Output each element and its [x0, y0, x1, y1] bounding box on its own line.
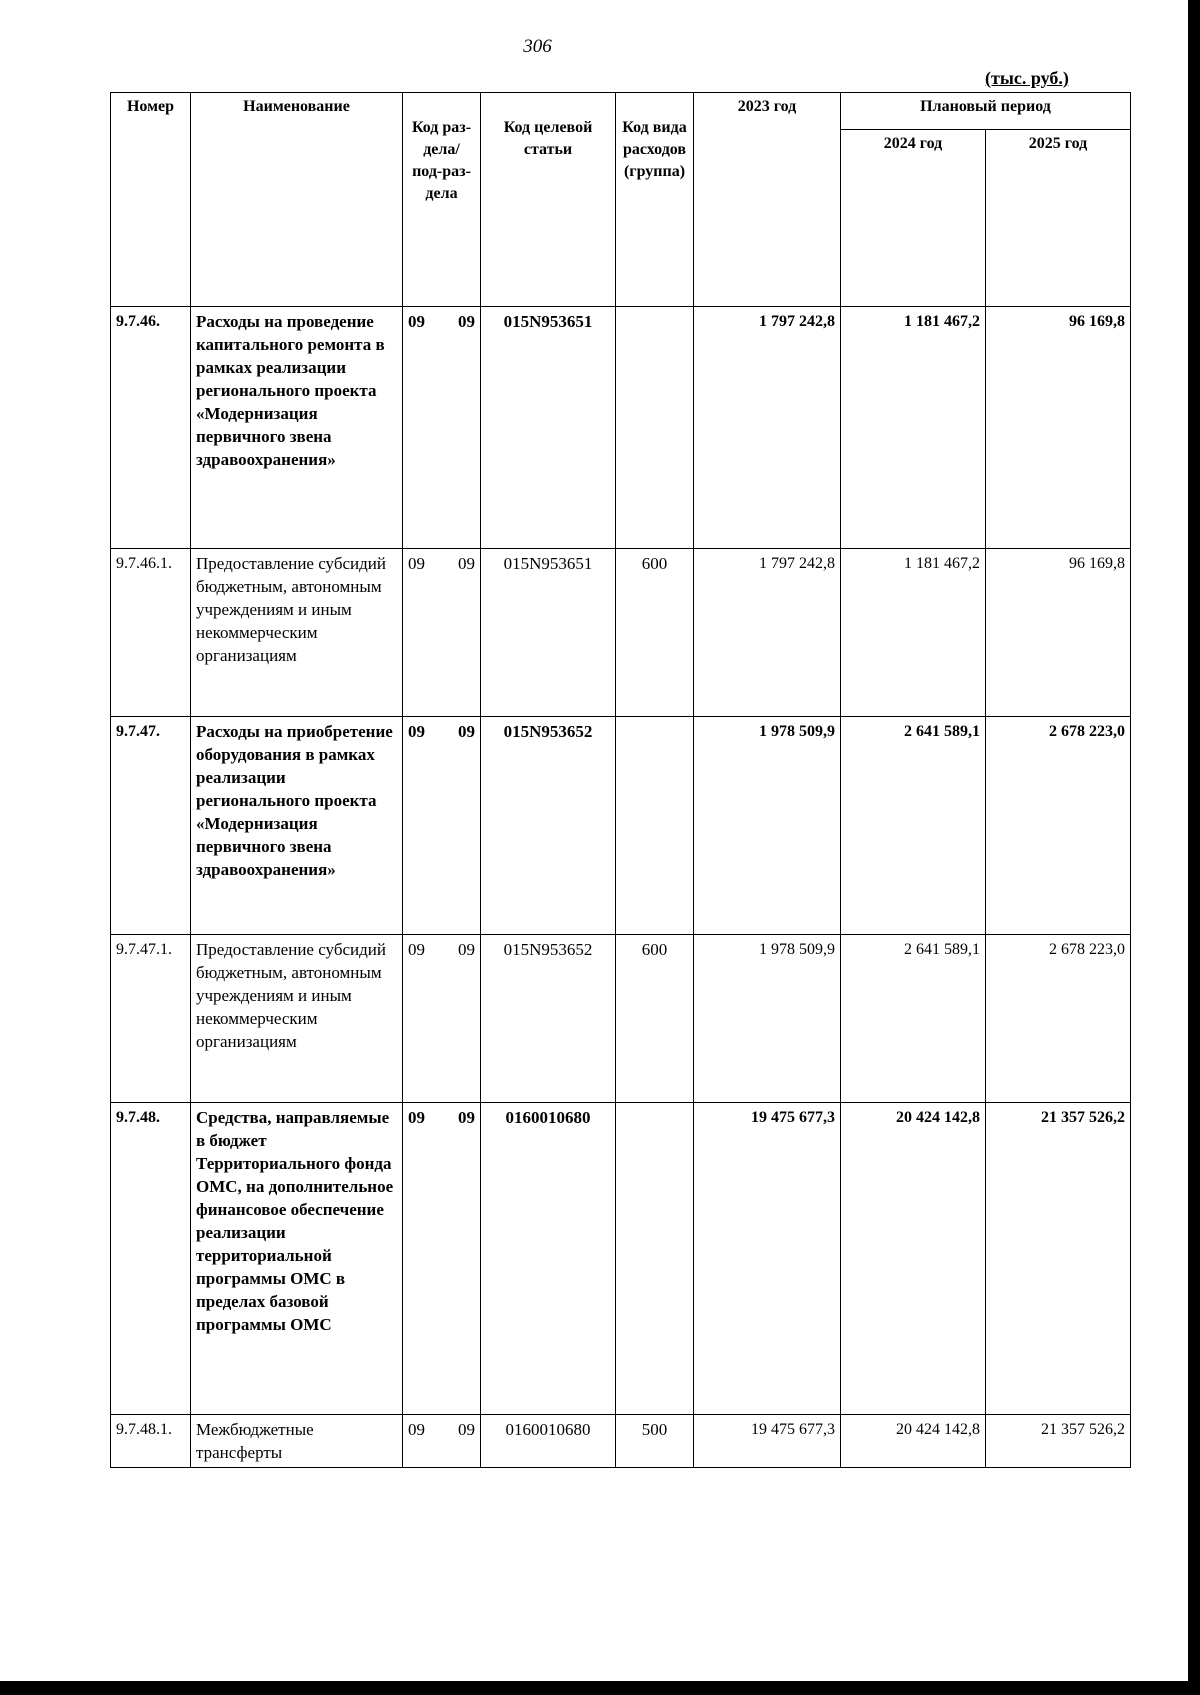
- row-expense-type: 500: [616, 1415, 694, 1468]
- table-row: [111, 1415, 1131, 1468]
- row-section-code: 09 09: [403, 307, 481, 549]
- row-section-code: 09 09: [403, 717, 481, 935]
- row-number: 9.7.47.: [111, 717, 191, 935]
- row-number: 9.7.46.: [111, 307, 191, 549]
- header-name: Наименование: [191, 93, 403, 307]
- row-name: Межбюджетные трансферты: [191, 1415, 403, 1468]
- row-amount-2023: 19 475 677,3: [694, 1415, 841, 1468]
- scan-edge-right: [1188, 0, 1200, 1695]
- header-section-code: Код раз-дела/ под-раз-дела: [403, 93, 481, 307]
- header-number: Номер: [111, 93, 191, 307]
- row-amount-2023: 1 797 242,8: [694, 307, 841, 549]
- row-expense-type: [616, 717, 694, 935]
- row-expense-type: 600: [616, 935, 694, 1103]
- row-expense-type: [616, 307, 694, 549]
- table-row: [111, 717, 1131, 935]
- header-planned-period: Плановый период: [841, 93, 1131, 130]
- row-amount-2025: 96 169,8: [986, 549, 1131, 717]
- row-amount-2024: 2 641 589,1: [841, 717, 986, 935]
- units-label: (тыс. руб.): [985, 68, 1069, 88]
- row-amount-2024: 2 641 589,1: [841, 935, 986, 1103]
- table-row: [111, 1103, 1131, 1415]
- row-section-code: 09 09: [403, 935, 481, 1103]
- header-2023: 2023 год: [694, 93, 841, 307]
- table-row: [111, 935, 1131, 1103]
- header-2025: 2025 год: [986, 130, 1131, 307]
- row-target-code: 015N953651: [481, 307, 616, 549]
- row-amount-2024: 1 181 467,2: [841, 549, 986, 717]
- table-row: [111, 307, 1131, 549]
- row-expense-type: [616, 1103, 694, 1415]
- row-number: 9.7.48.: [111, 1103, 191, 1415]
- row-name: Средства, направляемые в бюджет Территориального фонда ОМС, на дополнительное финансовое обеспечение реализации территориальной программы ОМС в пределах базовой программы ОМС: [191, 1103, 403, 1415]
- row-amount-2025: 2 678 223,0: [986, 717, 1131, 935]
- row-target-code: 015N953651: [481, 549, 616, 717]
- header-2024: 2024 год: [841, 130, 986, 307]
- header-target-code: Код целевой статьи: [481, 93, 616, 307]
- row-section-code: 09 09: [403, 1103, 481, 1415]
- row-section-code: 09 09: [403, 1415, 481, 1468]
- row-amount-2025: 21 357 526,2: [986, 1103, 1131, 1415]
- row-name: Расходы на проведение капитального ремонта в рамках реализации регионального проекта «Модернизация первичного звена здравоохранения»: [191, 307, 403, 549]
- row-amount-2024: 1 181 467,2: [841, 307, 986, 549]
- row-amount-2025: 21 357 526,2: [986, 1415, 1131, 1468]
- row-target-code: 015N953652: [481, 717, 616, 935]
- row-number: 9.7.48.1.: [111, 1415, 191, 1468]
- row-name: Предоставление субсидий бюджетным, автономным учреждениям и иным некоммерческим организациям: [191, 549, 403, 717]
- row-expense-type: 600: [616, 549, 694, 717]
- row-target-code: 0160010680: [481, 1103, 616, 1415]
- row-amount-2025: 96 169,8: [986, 307, 1131, 549]
- row-number: 9.7.46.1.: [111, 549, 191, 717]
- row-amount-2023: 1 978 509,9: [694, 935, 841, 1103]
- table-row: [111, 549, 1131, 717]
- row-section-code: 09 09: [403, 549, 481, 717]
- row-number: 9.7.47.1.: [111, 935, 191, 1103]
- scan-edge-bottom: [0, 1681, 1200, 1695]
- row-name: Предоставление субсидий бюджетным, автономным учреждениям и иным некоммерческим организациям: [191, 935, 403, 1103]
- row-target-code: 0160010680: [481, 1415, 616, 1468]
- page-number: 306: [523, 36, 552, 57]
- row-name: Расходы на приобретение оборудования в рамках реализации регионального проекта «Модернизация первичного звена здравоохранения»: [191, 717, 403, 935]
- row-amount-2023: 19 475 677,3: [694, 1103, 841, 1415]
- budget-table: [110, 92, 1131, 1468]
- row-amount-2023: 1 797 242,8: [694, 549, 841, 717]
- row-amount-2025: 2 678 223,0: [986, 935, 1131, 1103]
- row-amount-2023: 1 978 509,9: [694, 717, 841, 935]
- row-amount-2024: 20 424 142,8: [841, 1103, 986, 1415]
- header-expense-type: Код вида расходов (группа): [616, 93, 694, 307]
- row-amount-2024: 20 424 142,8: [841, 1415, 986, 1468]
- row-target-code: 015N953652: [481, 935, 616, 1103]
